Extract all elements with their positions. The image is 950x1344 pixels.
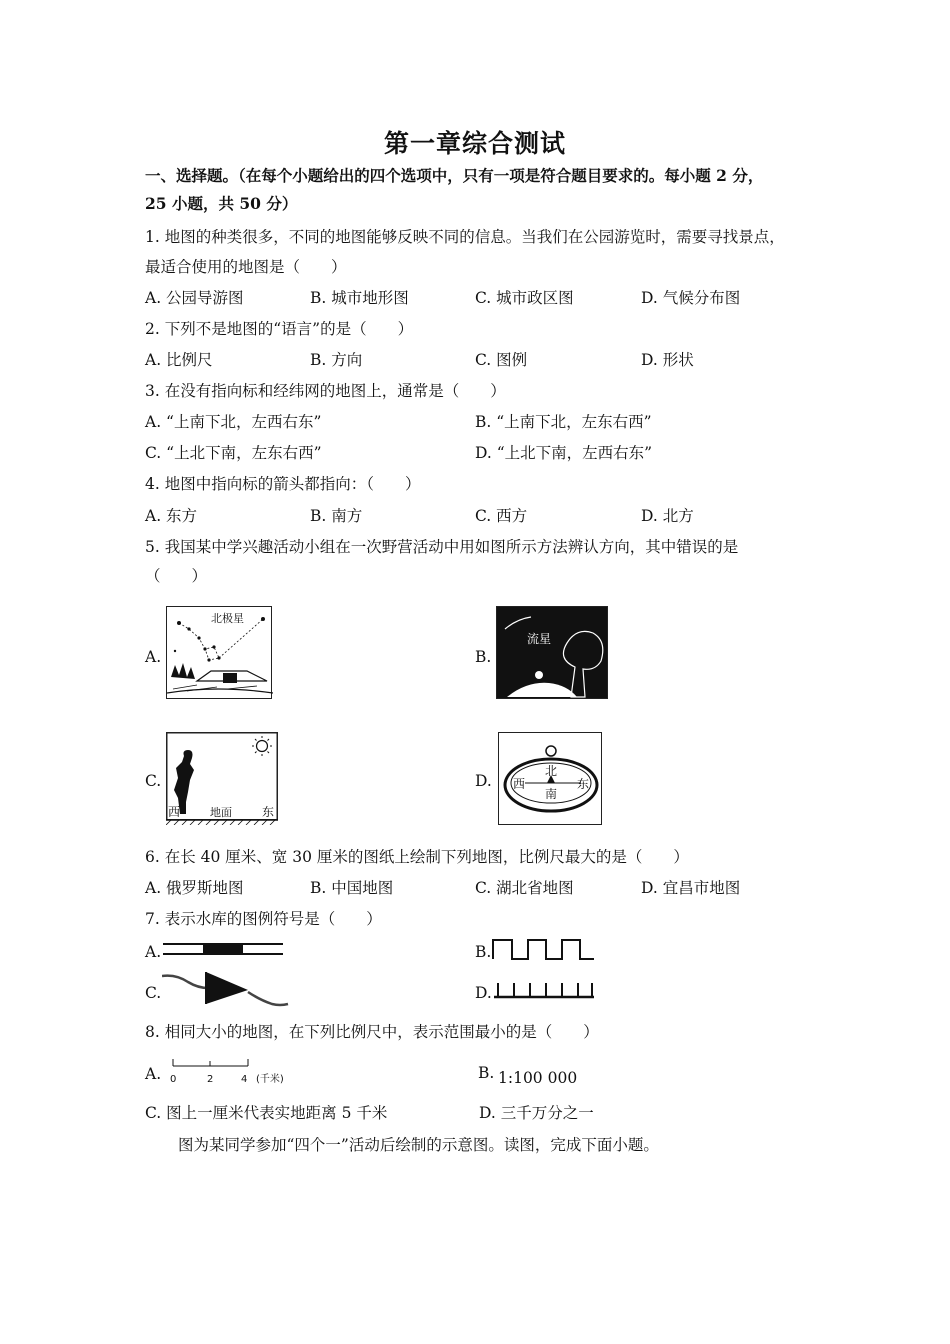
q3-stem: 3. 在没有指向标和经纬网的地图上，通常是（ ）: [145, 382, 506, 400]
q2-option-a: A. 比例尺: [145, 351, 213, 369]
q1-stem-line1: 1. 地图的种类很多，不同的地图能够反映不同的信息。当我们在公园游览时，需要寻找景点，: [145, 228, 785, 246]
q7-option-b-label: B.: [475, 943, 492, 961]
line-scale-bar: [168, 1056, 292, 1086]
q5-option-d-label: D.: [475, 772, 492, 790]
meteor-label: 流星: [527, 632, 552, 646]
east-label: 东: [577, 777, 590, 791]
q7-option-a-label: A.: [145, 943, 162, 961]
q7-stem: 7. 表示水库的图例符号是（ ）: [145, 910, 382, 928]
q1-option-a: A. 公园导游图: [145, 289, 244, 307]
reservoir-symbol: [162, 970, 290, 1010]
q3-option-b: B. “上南下北，左东右西”: [475, 413, 652, 431]
q6-option-b: B. 中国地图: [310, 879, 394, 897]
q2-option-d: D. 形状: [641, 351, 694, 369]
q5-stem-line1: 5. 我国某中学兴趣活动小组在一次野营活动中用如图所示方法辨认方向，其中错误的是: [145, 538, 739, 556]
q8-option-d: D. 三千万分之一: [479, 1104, 594, 1122]
south-label: 南: [545, 787, 558, 801]
passage-intro: 图为某同学参加“四个一”活动后绘制的示意图。读图，完成下面小题。: [178, 1136, 659, 1154]
scale-tick-4: 4: [241, 1074, 248, 1085]
q4-option-b: B. 南方: [310, 507, 363, 525]
compass-figure: [498, 732, 602, 825]
q8-option-b-label: B.: [478, 1064, 495, 1082]
north-label: 北: [545, 764, 558, 778]
polaris-label: 北极星: [211, 612, 244, 625]
scale-unit: (千米): [256, 1074, 284, 1085]
q1-option-c: C. 城市政区图: [475, 289, 574, 307]
scale-tick-0: 0: [170, 1074, 177, 1085]
q7-option-c-label: C.: [145, 984, 162, 1002]
q8-option-b-value: 1:100 000: [498, 1069, 578, 1087]
section-heading-line2: 25 小题，共 50 分）: [145, 194, 298, 213]
east-label: 东: [262, 805, 275, 819]
railway-symbol: [163, 941, 285, 959]
q6-option-a: A. 俄罗斯地图: [145, 879, 244, 897]
q5-option-c-label: C.: [145, 772, 162, 790]
page-title: 第一章综合测试: [383, 129, 566, 158]
q8-stem: 8. 相同大小的地图，在下列比例尺中，表示范围最小的是（ ）: [145, 1023, 599, 1041]
q1-option-d: D. 气候分布图: [641, 289, 741, 307]
polaris-figure: [166, 606, 272, 699]
q2-option-c: C. 图例: [475, 351, 528, 369]
compass-icon: [499, 733, 603, 826]
q1-stem-line2: 最适合使用的地图是（ ）: [145, 258, 347, 276]
q4-option-d: D. 北方: [641, 507, 694, 525]
q6-option-c: C. 湖北省地图: [475, 879, 574, 897]
q3-option-a: A. “上南下北，左西右东”: [145, 413, 322, 431]
q2-option-b: B. 方向: [310, 351, 363, 369]
q3-option-d: D. “上北下南，左西右东”: [475, 444, 653, 462]
shadow-figure: [166, 732, 278, 825]
wall-symbol: [492, 937, 596, 961]
ground-label: 地面: [210, 806, 232, 819]
scale-tick-2: 2: [207, 1074, 214, 1085]
west-label: 西: [513, 777, 526, 791]
q5-option-a-label: A.: [145, 648, 162, 666]
q2-stem: 2. 下列不是地图的“语言”的是（ ）: [145, 320, 414, 338]
q5-option-b-label: B.: [475, 648, 492, 666]
q6-option-d: D. 宜昌市地图: [641, 879, 741, 897]
q7-option-d-label: D.: [475, 984, 492, 1002]
meteor-figure: [496, 606, 608, 699]
q6-stem: 6. 在长 40 厘米、宽 30 厘米的图纸上绘制下列地图，比例尺最大的是（ ）: [145, 848, 689, 866]
q1-option-b: B. 城市地形图: [310, 289, 409, 307]
q3-option-c: C. “上北下南，左东右西”: [145, 444, 322, 462]
west-label: 西: [168, 805, 181, 819]
q8-option-a-label: A.: [145, 1065, 162, 1083]
dam-symbol: [494, 980, 596, 1000]
q4-stem: 4. 地图中指向标的箭头都指向：（ ）: [145, 475, 421, 493]
section-heading-line1: 一、选择题。（在每个小题给出的四个选项中，只有一项是符合题目要求的。每小题 2 分，: [145, 166, 764, 185]
q4-option-c: C. 西方: [475, 507, 528, 525]
sun-icon: [252, 736, 272, 756]
q8-option-c: C. 图上一厘米代表实地距离 5 千米: [145, 1104, 388, 1122]
q4-option-a: A. 东方: [145, 507, 198, 525]
q5-stem-line2: （ ）: [145, 567, 208, 585]
